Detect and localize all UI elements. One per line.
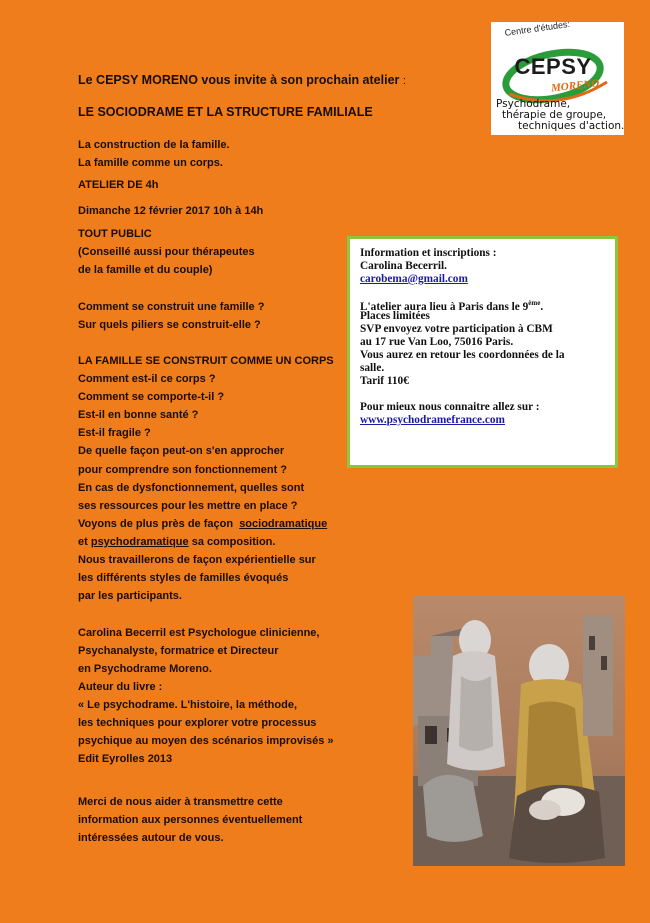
info-location-sup: ème [528,299,541,307]
question-1: Comment se construit une famille ? [78,301,265,313]
sociodramatique-link[interactable]: sociodramatique [239,518,328,530]
info-participation: SVP envoyez votre participation à CBM [360,323,553,335]
section-line-14: par les participants. [78,590,182,602]
logo-top-text: Centre d'études: [504,18,571,38]
psychodramatique-link[interactable]: psychodramatique [90,536,189,548]
public-note-1: (Conseillé aussi pour thérapeutes [78,246,255,258]
info-contact-name: Carolina Becerril. [360,260,448,272]
section-line-4: Est-il en bonne santé ? [78,409,199,421]
section-line-10 [78,515,327,533]
body-line-3: ATELIER DE 4h [78,179,159,191]
closing-line-3: intéressées autour de vous. [78,832,224,844]
section-line-5: Est-il fragile ? [78,427,151,439]
public-line: TOUT PUBLIC [78,228,152,240]
section-line-11-prefix: et [78,536,88,548]
info-return-2: salle. [360,362,385,374]
email-link[interactable]: carobema@gmail.com [360,273,468,285]
section-line-6: De quelle façon peut-on s'en approcher [78,445,285,457]
bio-line-6: les techniques pour explorer votre processus [78,717,317,729]
section-line-10-text: Voyons de plus près de façon [78,518,234,530]
workshop-title: LE SOCIODRAME ET LA STRUCTURE FAMILIALE [78,105,373,119]
info-places: Places limitées [360,310,430,322]
question-2: Sur quels piliers se construit-elle ? [78,319,261,331]
invite-line [78,71,406,90]
bio-line-7: psychique au moyen des scénarios improvisés » [78,735,334,747]
bio-line-5: « Le psychodrame. L'histoire, la méthode, [78,699,298,711]
logo-tagline-2: thérapie de groupe, [502,109,607,121]
logo-name: CEPSY [514,54,592,79]
section-line-8: En cas de dysfonctionnement, quelles sont [78,482,305,494]
bio-line-4: Auteur du livre : [78,681,163,693]
website-link[interactable]: www.psychodramefrance.com [360,414,505,426]
info-heading: Information et inscriptions : [360,247,497,259]
section-line-2: Comment est-il ce corps ? [78,373,216,385]
invite-colon: : [402,75,406,87]
logo-tagline-1: Psychodrame, [496,98,571,110]
cepsy-logo [491,18,625,135]
logo-sub: MORENO [550,77,600,95]
section-line-3: Comment se comporte-t-il ? [78,391,225,403]
info-return-1: Vous aurez en retour les coordonnées de la [360,349,565,361]
date-line: Dimanche 12 février 2017 10h à 14h [78,205,264,217]
bio-line-3: en Psychodrame Moreno. [78,663,212,675]
info-box [347,236,618,468]
public-note-2: de la famille et du couple) [78,264,213,276]
info-website-label: Pour mieux nous connaitre allez sur : [360,401,540,413]
section-line-7: pour comprendre son fonctionnement ? [78,464,288,476]
invite-text: Le CEPSY MORENO vous invite à son prochain atelier [78,73,400,87]
closing-line-2: information aux personnes éventuellement [78,814,303,826]
info-location-text: L'atelier aura lieu à Paris dans le 9 [360,300,529,313]
section-line-11-suffix: sa composition. [191,536,276,548]
section-line-12: Nous travaillerons de façon expérientielle sur [78,554,316,566]
info-price: Tarif 110€ [360,375,409,387]
section-line-11 [78,533,275,551]
info-location-end: . [540,300,544,313]
bio-line-8: Edit Eyrolles 2013 [78,753,173,765]
section-line-13: les différents styles de familles évoqués [78,572,289,584]
logo-tagline-3: techniques d'action. [518,120,625,132]
section-line-9: ses ressources pour les mettre en place ? [78,500,298,512]
bio-line-2: Psychanalyste, formatrice et Directeur [78,645,279,657]
body-line-1: La construction de la famille. [78,139,230,151]
painting-image [413,596,625,866]
bio-line-1: Carolina Becerril est Psychologue clinicienne, [78,627,320,639]
closing-line-1: Merci de nous aider à transmettre cette [78,796,283,808]
info-address: au 17 rue Van Loo, 75016 Paris. [360,336,514,348]
body-line-2: La famille comme un corps. [78,157,223,169]
section-heading: LA FAMILLE SE CONSTRUIT COMME UN CORPS [78,355,334,367]
